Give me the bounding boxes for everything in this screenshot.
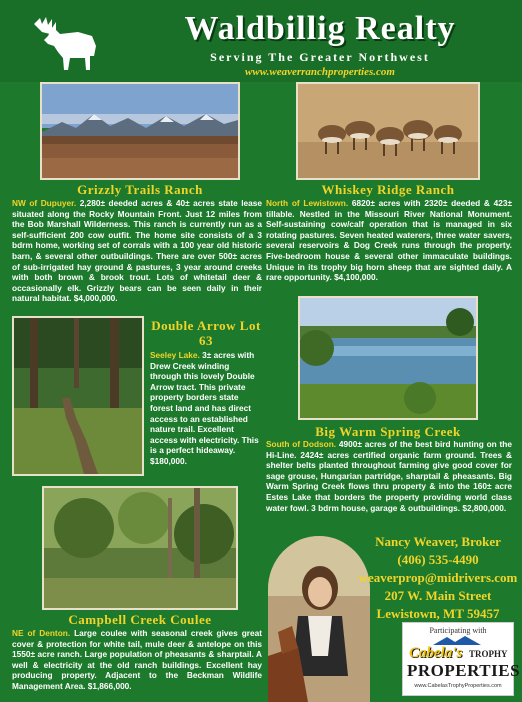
partner-intro: Participating with xyxy=(429,626,487,635)
listing-body: 3± acres with Drew Creek winding through this lovely Double Arrow tract. This private property borders state forest land and has direct access to an established nature trail. Excellent access with electricity. This is a perfect hideaway. $180,000. xyxy=(150,350,259,466)
broker-contact xyxy=(356,533,520,623)
grizzly-trails-photo xyxy=(40,82,240,180)
partner-brand-word: TROPHY xyxy=(469,649,508,659)
listing-location: NE of Denton. xyxy=(12,628,71,638)
listing-title: Campbell Creek Coulee xyxy=(68,612,212,627)
header xyxy=(0,0,522,82)
listing-location: Seeley Lake. xyxy=(150,350,200,360)
campbell-creek-photo xyxy=(42,486,238,610)
listing-description xyxy=(12,628,262,692)
listing-location: NW of Dupuyer. xyxy=(12,198,77,208)
broker-portrait xyxy=(268,536,370,702)
website-link[interactable]: www.weaverranchproperties.com xyxy=(245,66,395,78)
broker-name: Nancy Weaver, Broker xyxy=(375,534,501,549)
moose-logo-icon xyxy=(30,16,104,72)
listing-body: 2,280± deeded acres & 40± acres state lease situated along the Rocky Mountain Front. Just 12 miles from the Bob Marshall Wilderness. This ranch is currently run as a self-sufficient 200 cow outfit. The home site consists of a 3 bdrm home, working set of corrals with a 100 year old historic barn, & several other outbuildings. There are over 500± acres of sub-irrigated hay ground & pastures, 3 year around creeks with both brown & brook trout. Lots of whitetail deer & occasionally elk. Grizzly bears can be seen daily in their natural habitat. $4,000,000. xyxy=(12,198,262,304)
listing-location: North of Lewistown. xyxy=(266,198,349,208)
listing-title: Double Arrow Lot 63 xyxy=(151,318,261,348)
listing-description xyxy=(12,198,262,304)
double-arrow-photo xyxy=(12,316,144,476)
listing-body: 4900± acres of the best bird hunting on the Hi-Line. 2424± acres certified organic farm ground. Trees & shelter belts planted throughout farming give good cover for sage grouse, Hungarian partridge, sharptail & pheasants. Big Warm Spring Creek flows thru property & into the 160± acre Estes Lake that borders the property providing world class water fowl. 3 bdrm house, garage & outbuildings. $2,800,000. xyxy=(266,439,512,513)
partner-brand-top: Cabela's xyxy=(409,645,463,661)
broker-email[interactable]: weaverprop@midrivers.com xyxy=(358,570,518,585)
partner-url[interactable]: www.CabelasTrophyProperties.com xyxy=(414,683,502,689)
listing-title: Whiskey Ridge Ranch xyxy=(321,182,455,197)
listing-description xyxy=(266,439,512,513)
listing-title: Grizzly Trails Ranch xyxy=(77,182,203,197)
listing-description xyxy=(150,350,260,467)
broker-phone[interactable]: (406) 535-4490 xyxy=(397,552,479,567)
mountain-icon xyxy=(403,635,511,645)
listing-body: 6820± acres with 2320± deeded & 423± tillable. Nestled in the Missouri River National Monument. Self-sustaining cow/calf operation that is managed in six rotating pastures. Seven heated waterers, three water savers, several reservoirs & Dog Creek runs through the property. Five-bedroom house & several other immaculate buildings. Unique in its trophy big horn sheep that are sighted daily. A rare opportunity. $4,100,000. xyxy=(266,198,512,283)
big-warm-spring-photo xyxy=(298,296,478,420)
broker-city: Lewistown, MT 59457 xyxy=(376,606,500,621)
broker-street: 207 W. Main Street xyxy=(384,588,492,603)
listing-body: Large coulee with seasonal creek gives great cover & protection for white tail, mule deer & antelope on this 1550± acre ranch. Large population of pheasants & sharptail. A well & electricity at the old ranch buildings. Excellent hay producing property. Adjacent to the Beckman Wildlife Management Area. $1,866,000. xyxy=(12,628,262,691)
listing-title: Big Warm Spring Creek xyxy=(315,424,461,439)
whiskey-ridge-photo xyxy=(296,82,480,180)
cabelas-trophy-logo xyxy=(402,622,521,696)
listing-location: South of Dodson. xyxy=(266,439,337,449)
brand-name: Waldbillig Realty xyxy=(184,10,456,47)
listing-description xyxy=(266,198,512,283)
partner-brand-bottom: PROPERTIES xyxy=(407,661,521,680)
tagline: Serving The Greater Northwest xyxy=(210,50,430,64)
